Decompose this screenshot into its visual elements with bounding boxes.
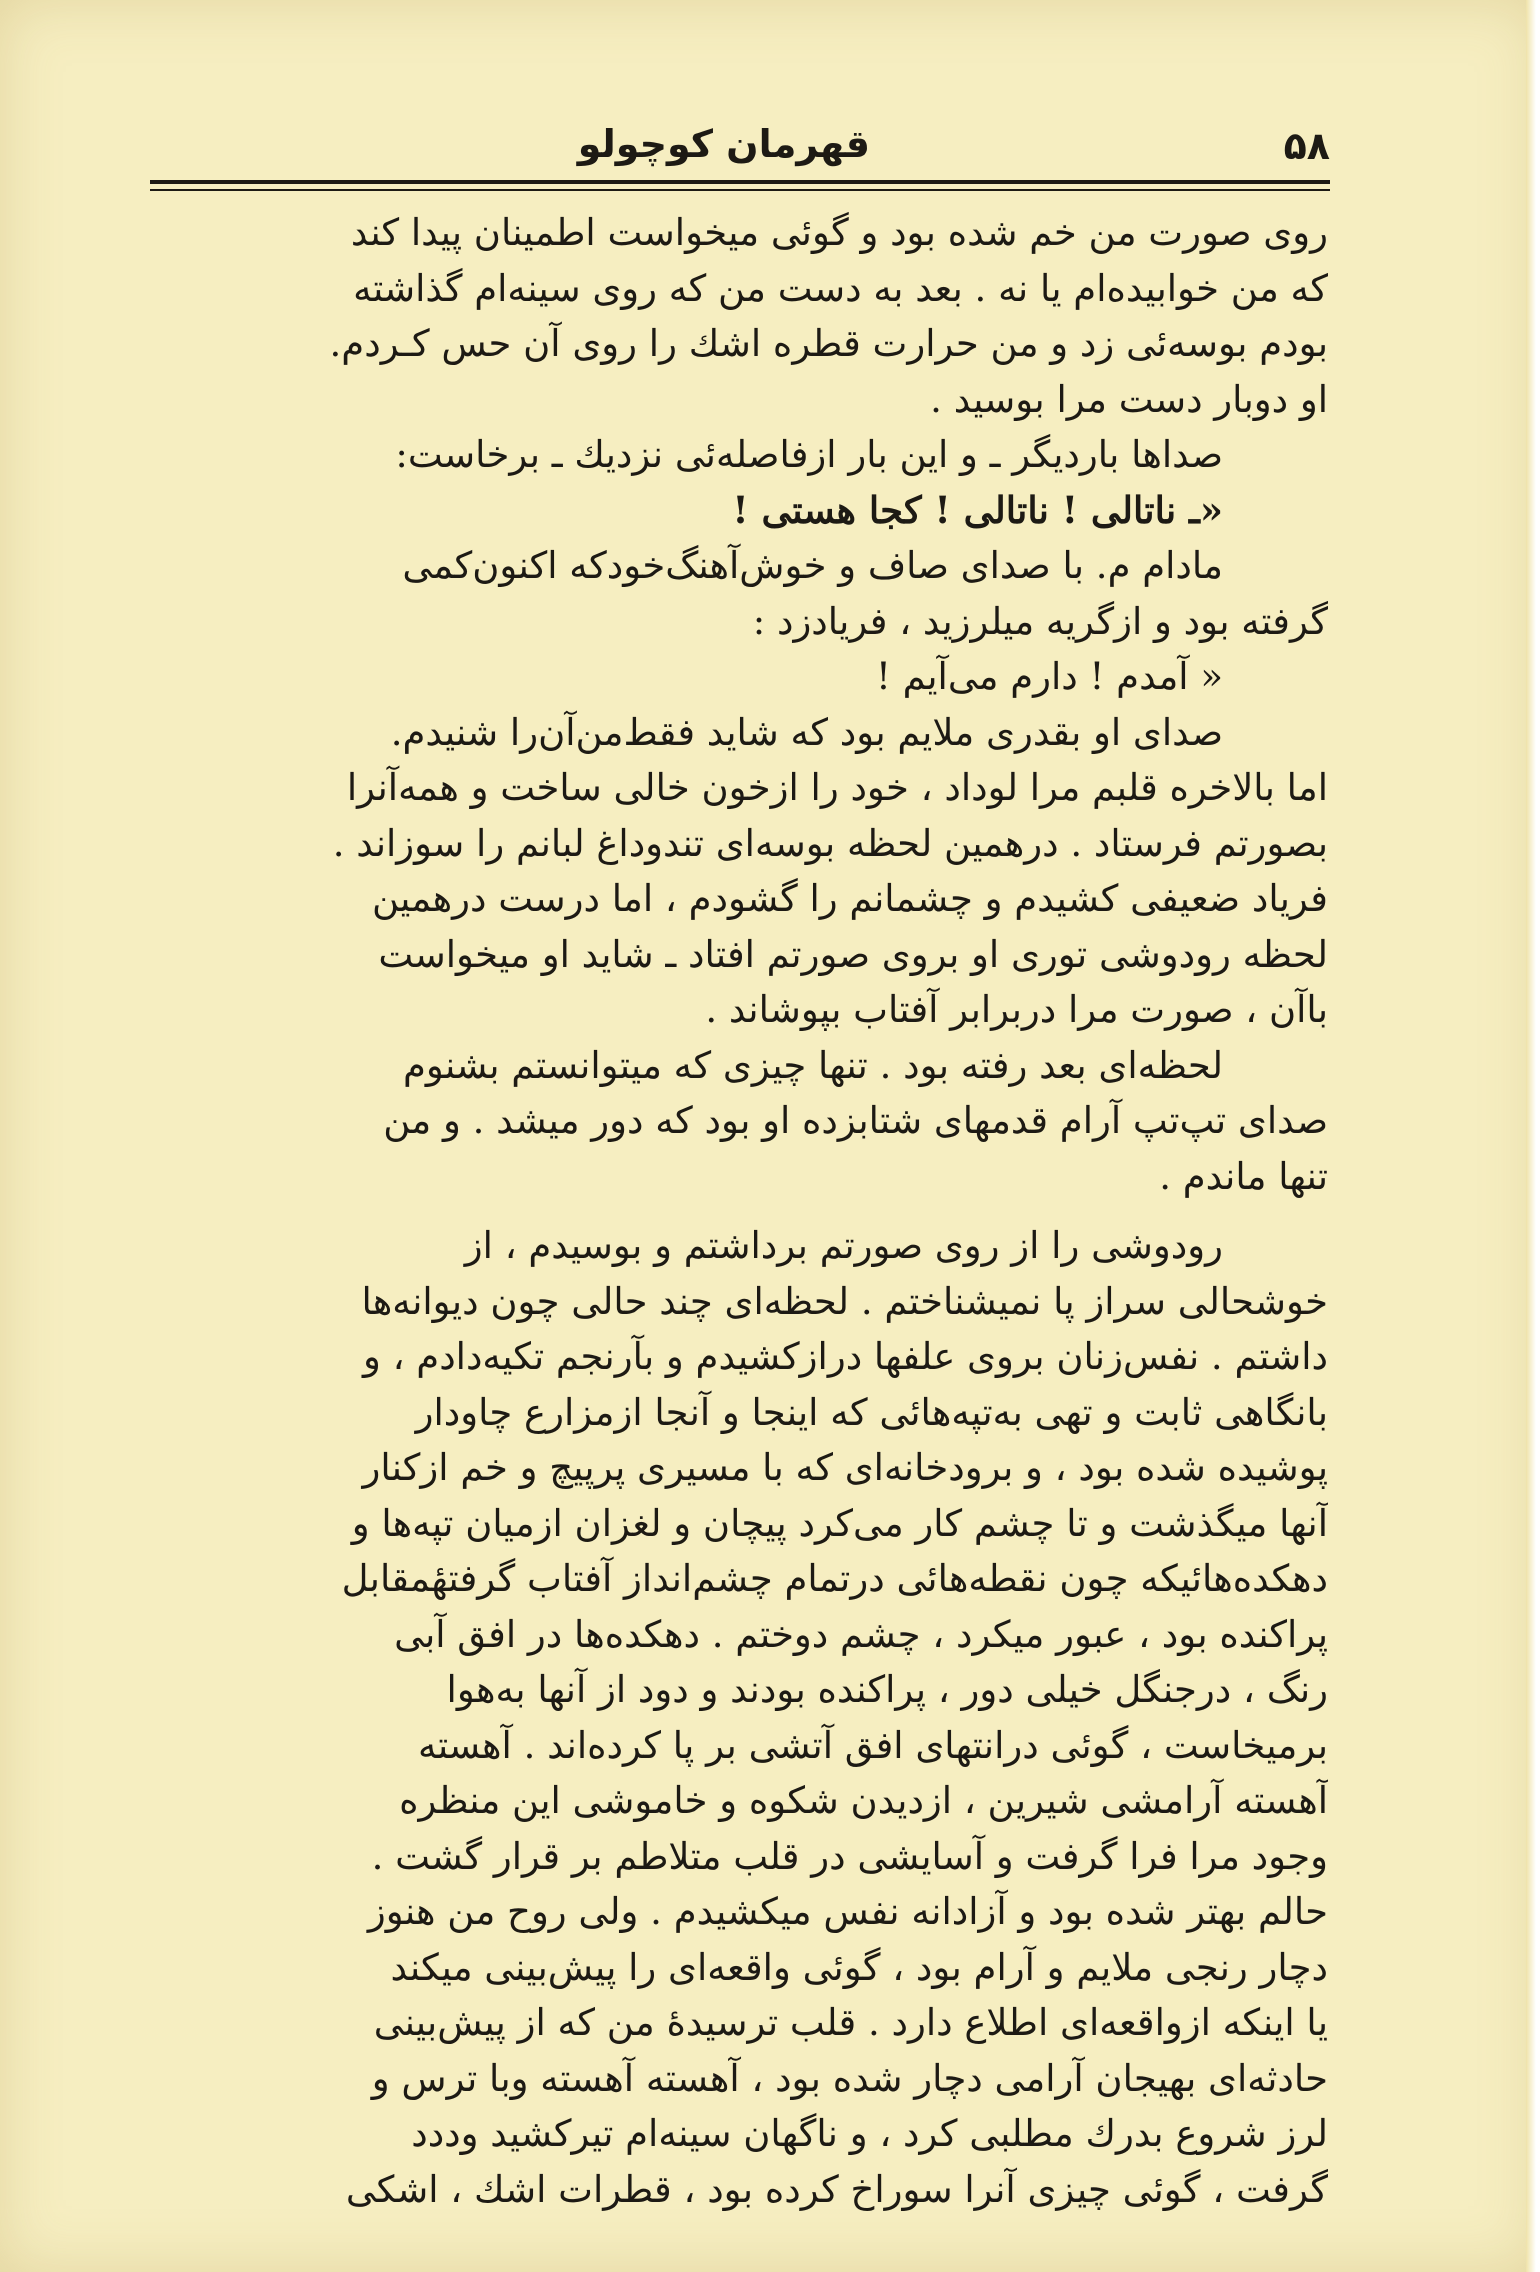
text-line: حالم بهتر شده بود و آزادانه نفس میکشیدم . ولی روح من هنوز bbox=[367, 1890, 1328, 1933]
text-line: بودم بوسه‌ئی زد و من حرارت قطره اشك را روی آن حس کـردم. bbox=[329, 322, 1328, 365]
text-line: اما بالاخره قلبم مرا لوداد ، خود را ازخون خالی ساخت و همه‌آنرا bbox=[346, 766, 1328, 809]
text-line: « آمدم ! دارم می‌آیم ! bbox=[875, 655, 1223, 698]
text-line: دهکده‌هائیکه چون نقطه‌هائی درتمام چشم‌انداز آفتاب گرفتهٔمقابل bbox=[341, 1557, 1328, 1600]
text-line: یا اینکه ازواقعه‌ای اطلاع دارد . قلب ترسیدهٔ من که از پیش‌بینی bbox=[373, 2001, 1328, 2044]
text-line: آهسته آرامشی شیرین ، ازدیدن شکوه و خاموشی این منظره bbox=[399, 1779, 1328, 1822]
text-line: باآن ، صورت مرا دربرابر آفتاب بپوشاند . bbox=[705, 988, 1328, 1031]
text-line: بانگاهی ثابت و تهی به‌تپه‌هائی که اینجا و آنجا ازمزارع چاودار bbox=[415, 1390, 1328, 1434]
text-line: صدای او بقدری ملایم بود که شاید فقط‌من‌آن‌را شنیدم. bbox=[390, 710, 1223, 754]
text-line: لحظه‌ای بعد رفته بود . تنها چیزی که میتوانستم بشنوم bbox=[403, 1043, 1223, 1087]
text-line: دچار رنجی ملایم و آرام بود ، گوئی واقعه‌ای را پیش‌بینی میکند bbox=[390, 1945, 1328, 1989]
text-line: صدای تپ‌تپ آرام قدمهای شتابزده او بود که دور میشد . و من bbox=[383, 1099, 1328, 1142]
body-text bbox=[152, 205, 1328, 2217]
text-line: حادثه‌ای بهیجان آرامی دچار شده بود ، آهسته آهسته وبا ترس و bbox=[371, 2056, 1328, 2100]
text-line: آنها میگذشت و تا چشم کار می‌کرد پیچان و لغزان ازمیان تپه‌ها و bbox=[351, 1501, 1328, 1545]
text-line: رنگ ، درجنگل خیلی دور ، پراکنده بودند و دود از آنها به‌هوا bbox=[446, 1668, 1328, 1711]
text-line: داشتم . نفس‌زنان بروی علفها درازکشیدم و بآرنجم تکیه‌دادم ، و bbox=[362, 1335, 1328, 1378]
page-number: ۵۸ bbox=[1283, 124, 1330, 168]
page-edge bbox=[1526, 0, 1540, 2272]
running-title: قهرمان کوچولو bbox=[577, 122, 870, 166]
text-line: بصورتم فرستاد . درهمین لحظه بوسه‌ای تندوداغ لبانم را سوزاند . bbox=[332, 821, 1328, 865]
page-header bbox=[150, 118, 1330, 178]
text-line: لحظه رودوشی توری او بروی صورتم افتاد ـ شاید او میخواست bbox=[378, 932, 1328, 976]
text-line: وجود مرا فرا گرفت و آسایشی در قلب متلاطم بر قرار گشت . bbox=[371, 1834, 1328, 1878]
text-line: رودوشی را از روی صورتم برداشتم و بوسیدم ، از bbox=[464, 1224, 1223, 1267]
text-line: روی صورت من خم شده بود و گوئی میخواست اطمینان پیدا کند bbox=[350, 211, 1328, 254]
text-line: گرفته بود و ازگریه میلرزید ، فریادزد : bbox=[752, 599, 1328, 643]
text-line: پراکنده بود ، عبور میکرد ، چشم دوختم . دهکده‌ها در افق آبی bbox=[394, 1612, 1328, 1656]
text-line: گرفت ، گوئی چیزی آنرا سوراخ کرده بود ، قطرات اشك ، اشکی bbox=[345, 2167, 1328, 2211]
text-line: او دوبار دست مرا بوسید . bbox=[930, 377, 1328, 421]
header-rule-thin bbox=[150, 189, 1330, 191]
text-line: صداها باردیگر ـ و این بار ازفاصله‌ئی نزدیك ـ برخاست: bbox=[395, 433, 1223, 476]
text-line: که من خوابیده‌ام یا نه . بعد به دست من که روی سینه‌ام گذاشته bbox=[353, 266, 1328, 310]
header-rule-thick bbox=[150, 180, 1330, 184]
text-line: فریاد ضعیفی کشیدم و چشمانم را گشودم ، اما درست درهمین bbox=[371, 877, 1328, 920]
text-line: لرز شروع بدرك مطلبی کرد ، و ناگهان سینه‌ام تیرکشید وددد bbox=[411, 2112, 1328, 2155]
text-line: تنها ماندم . bbox=[1159, 1154, 1328, 1198]
text-line: پوشیده شده بود ، و برودخانه‌ای که با مسیری پرپیچ و خم ازکنار bbox=[362, 1446, 1328, 1489]
text-line: برمیخاست ، گوئی درانتهای افق آتشی بر پا کرده‌اند . آهسته bbox=[418, 1723, 1328, 1767]
text-line: «ـ ناتالی ! ناتالی ! کجا هستی ! bbox=[732, 487, 1223, 532]
text-line: خوشحالی سراز پا نمیشناختم . لحظه‌ای چند حالی چون دیوانه‌ها bbox=[361, 1279, 1328, 1323]
text-line: مادام م. با صدای صاف و خوش‌آهنگ‌خودکه اکنون‌کمی bbox=[402, 544, 1223, 587]
